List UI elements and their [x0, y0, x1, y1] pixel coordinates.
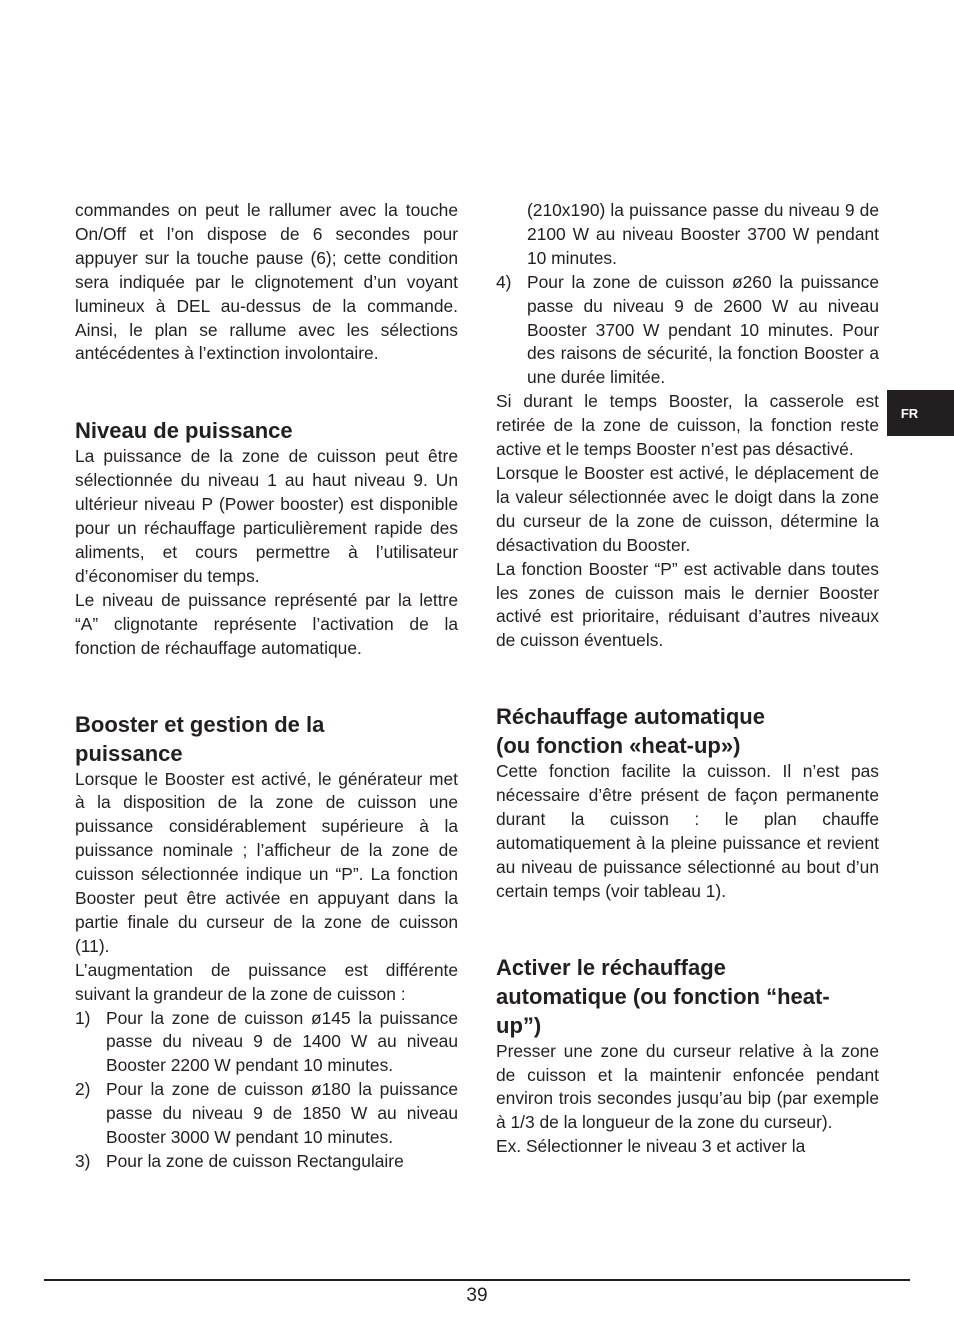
- list-item: [75, 1078, 458, 1150]
- left-column: [75, 199, 458, 1174]
- booster-paragraph-3: Si durant le temps Booster, la casserole est retirée de la zone de cuisson, la fonction reste active et le temps Booster n’est pas désactivé.: [496, 391, 879, 460]
- booster-heading: [75, 710, 458, 768]
- booster-paragraph-1: Lorsque le Booster est activé, le générateur met à la disposition de la zone de cuisson une puissance considérablement supérieure à la puissance nominale ; l’afficheur de la zone de cuisson sélectionnée indique un “P”. La fonction Booster peut être activée en appuyant dans la partie finale du curseur de la zone de cuisson (11).: [75, 768, 458, 956]
- right-column: [496, 199, 879, 1159]
- list-item-3-continuation: (210x190) la puissance passe du niveau 9 de 2100 W au niveau Booster 3700 W pendant 10 minutes.: [527, 200, 879, 268]
- list-item-text: Pour la zone de cuisson Rectangulaire: [106, 1151, 404, 1171]
- booster-heading-line-2: puissance: [75, 740, 183, 766]
- list-item: [75, 1150, 458, 1174]
- activer-heading: [496, 953, 879, 1040]
- rechauffage-paragraph: Cette fonction facilite la cuisson. Il n’est pas nécessaire d’être présent de façon permanente durant la cuisson : le plan chauffe automatiquement à la pleine puissance et revient au niveau de puissance sélectionné au bout d’un certain temps (voir tableau 1).: [496, 761, 879, 901]
- intro-paragraph: commandes on peut le rallumer avec la touche On/Off et l’on dispose de 6 secondes pour appuyer sur la touche pause (6); cette condition sera indiquée par le clignotement d’un voyant lumineux à DEL au-dessus de la commande. Ainsi, le plan se rallume avec les sélections antécédentes à l’extinction involontaire.: [75, 200, 458, 364]
- booster-paragraph-2: L’augmentation de puissance est différente suivant la grandeur de la zone de cuisson :: [75, 959, 458, 1004]
- booster-paragraph-5: La fonction Booster “P” est activable dans toutes les zones de cuisson mais le dernier Booster activé est prioritaire, réduisant d’autres niveaux de cuisson éventuels.: [496, 558, 879, 651]
- niveau-paragraph-1: La puissance de la zone de cuisson peut être sélectionnée du niveau 1 au haut niveau 9. Un ultérieur niveau P (Power booster) est disponible pour un réchauffage particulièrement rapide des aliments, et cours permettre à l’utilisateur d’économiser du temps.: [75, 446, 458, 586]
- footer-divider: [44, 1279, 910, 1281]
- list-item: [75, 1007, 458, 1079]
- booster-paragraph-4: Lorsque le Booster est activé, le déplacement de la valeur sélectionnée avec le doigt dans la zone du curseur de la zone de cuisson, détermine la désactivation du Booster.: [496, 462, 879, 555]
- list-item-number: 3): [75, 1151, 91, 1171]
- list-item-text: Pour la zone de cuisson ø145 la puissance passe du niveau 9 de 1400 W au niveau Booster 2200 W pendant 10 minutes.: [106, 1007, 458, 1076]
- list-item-number: 4): [496, 271, 512, 292]
- list-item-text: Pour la zone de cuisson ø260 la puissance passe du niveau 9 de 2600 W au niveau Booster 3700 W pendant 10 minutes. Pour des raisons de sécurité, la fonction Booster a une durée limitée.: [527, 271, 879, 388]
- list-item-number: 1): [75, 1007, 91, 1028]
- page-number: 39: [466, 1285, 488, 1306]
- list-item-number: 2): [75, 1079, 91, 1100]
- list-item-text: Pour la zone de cuisson ø180 la puissance passe du niveau 9 de 1850 W au niveau Booster 3000 W pendant 10 minutes.: [106, 1079, 458, 1148]
- activer-heading-line-2: automatique (ou fonction “heat-: [496, 983, 830, 1009]
- niveau-heading: Niveau de puissance: [75, 418, 293, 444]
- activer-heading-line-1: Activer le réchauffage: [496, 954, 726, 980]
- list-item: [496, 271, 879, 391]
- activer-paragraph-2: Ex. Sélectionner le niveau 3 et activer la: [496, 1136, 806, 1157]
- rechauffage-heading-line-2: (ou fonction «heat-up»): [496, 733, 741, 759]
- niveau-paragraph-2: Le niveau de puissance représenté par la lettre “A” clignotante représente l’activation de la fonction de réchauffage automatique.: [75, 589, 458, 658]
- rechauffage-heading: [496, 702, 879, 760]
- language-tab: FR: [887, 390, 954, 436]
- activer-heading-line-3: up”): [496, 1012, 542, 1038]
- booster-heading-line-1: Booster et gestion de la: [75, 711, 325, 737]
- activer-paragraph-1: Presser une zone du curseur relative à la zone de cuisson et la maintenir enfoncée pendant environ trois secondes jusqu’au bip (par exemple à 1/3 de la longueur de la zone du curseur).: [496, 1040, 879, 1133]
- rechauffage-heading-line-1: Réchauffage automatique: [496, 704, 765, 730]
